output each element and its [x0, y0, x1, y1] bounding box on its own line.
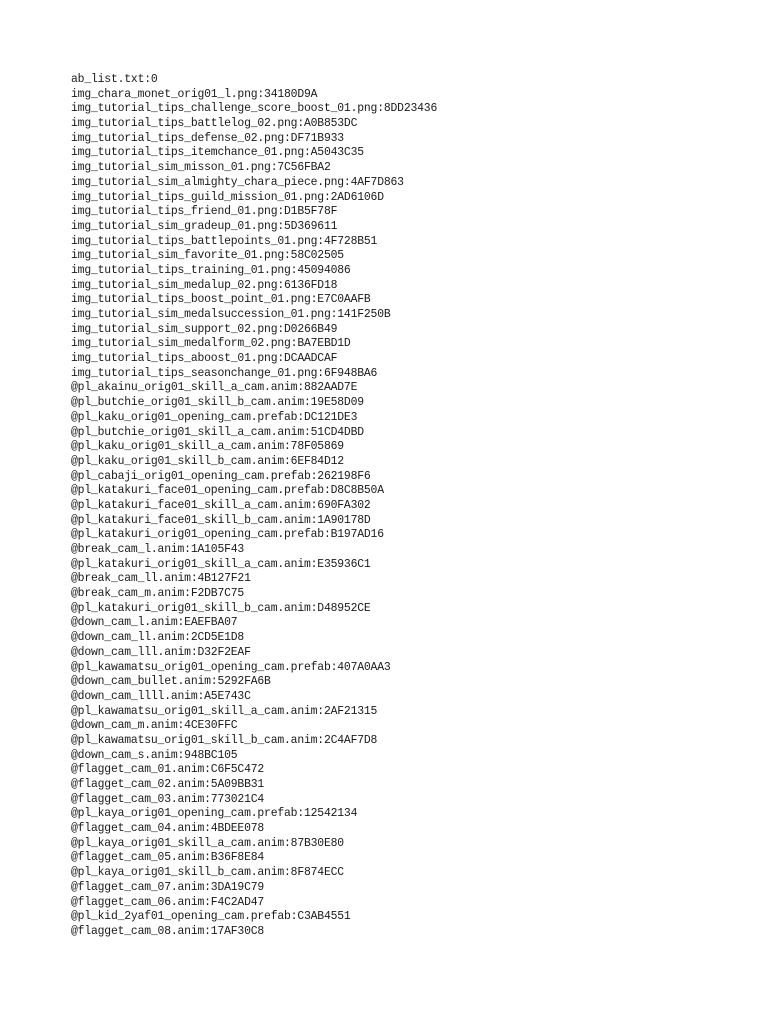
text-line: @flagget_cam_02.anim:5A09BB31 — [71, 777, 265, 791]
text-line: @down_cam_bullet.anim:5292FA6B — [71, 674, 271, 689]
text-line: @pl_cabaji_orig01_opening_cam.prefab:262198F6 — [71, 468, 371, 483]
text-line: @flagget_cam_01.anim:C6F5C472 — [71, 762, 265, 777]
text-line: img_tutorial_sim_almighty_chara_piece.png:4AF7D863 — [71, 174, 404, 189]
text-line: @pl_kaya_orig01_opening_cam.prefab:12542134 — [71, 806, 358, 821]
text-line: @pl_katakuri_face01_opening_cam.prefab:D8C8B50A — [71, 483, 384, 498]
text-line: @pl_kaya_orig01_skill_b_cam.anim:8F874ECC — [71, 865, 344, 880]
text-line: @pl_kaku_orig01_opening_cam.prefab:DC121DE3 — [71, 409, 358, 424]
text-line: @pl_katakuri_orig01_skill_a_cam.anim:E35936C1 — [71, 556, 371, 571]
text-line: img_tutorial_sim_medalform_02.png:BA7EBD1D — [71, 336, 351, 351]
text-line: img_tutorial_tips_guild_mission_01.png:2AD6106D — [71, 189, 384, 204]
text-line: @pl_akainu_orig01_skill_a_cam.anim:882AAD7E — [71, 380, 358, 395]
text-line: @break_cam_l.anim:1A105F43 — [71, 542, 245, 556]
text-line: img_tutorial_tips_itemchance_01.png:A5043C35 — [71, 145, 364, 160]
text-line: @pl_katakuri_face01_skill_b_cam.anim:1A90178D — [71, 512, 371, 527]
text-line: @pl_kaku_orig01_skill_b_cam.anim:6EF84D12 — [71, 453, 344, 468]
text-line: @flagget_cam_04.anim:4BDEE078 — [71, 821, 265, 836]
text-line: img_tutorial_tips_boost_point_01.png:E7C0AAFB — [71, 292, 371, 307]
text-line: @pl_butchie_orig01_skill_a_cam.anim:51CD4DBD — [71, 424, 364, 439]
text-line: @down_cam_ll.anim:2CD5E1D8 — [71, 630, 245, 645]
text-line: @pl_kawamatsu_orig01_skill_a_cam.anim:2AF21315 — [71, 703, 378, 718]
text-line: @down_cam_l.anim:EAEFBA07 — [71, 615, 238, 630]
text-line: img_tutorial_tips_training_01.png:45094086 — [71, 262, 351, 277]
text-line: @break_cam_m.anim:F2DB7C75 — [71, 586, 245, 601]
text-line: img_tutorial_tips_seasonchange_01.png:6F948BA6 — [71, 365, 378, 380]
text-line: img_tutorial_tips_challenge_score_boost_01.png:8DD23436 — [71, 101, 438, 116]
text-line: @pl_kid_2yaf01_opening_cam.prefab:C3AB4551 — [71, 909, 351, 924]
text-line: @down_cam_s.anim:948BC105 — [71, 747, 238, 762]
text-line: @down_cam_llll.anim:A5E743C — [71, 688, 251, 703]
text-line: img_tutorial_sim_support_02.png:D0266B49 — [71, 321, 338, 336]
text-line: img_tutorial_sim_misson_01.png:7C56FBA2 — [71, 160, 331, 175]
text-line: @pl_kaku_orig01_skill_a_cam.anim:78F05869 — [71, 439, 344, 454]
text-line: @flagget_cam_06.anim:F4C2AD47 — [71, 894, 265, 909]
text-line: img_tutorial_tips_defense_02.png:DF71B933 — [71, 130, 344, 145]
text-line: ab_list.txt:0 — [71, 72, 158, 86]
text-line: @flagget_cam_08.anim:17AF30C8 — [71, 923, 265, 938]
text-line: img_tutorial_tips_friend_01.png:D1B5F78F — [71, 204, 338, 219]
text-line: img_tutorial_sim_medalup_02.png:6136FD18 — [71, 277, 338, 292]
text-line: img_tutorial_tips_aboost_01.png:DCAADCAF — [71, 351, 338, 366]
text-line: img_tutorial_tips_battlelog_02.png:A0B853DC — [71, 116, 358, 131]
text-line: @pl_kawamatsu_orig01_opening_cam.prefab:407A0AA3 — [71, 659, 391, 674]
text-line: @flagget_cam_07.anim:3DA19C79 — [71, 879, 265, 894]
text-line: img_tutorial_sim_medalsuccession_01.png:141F250B — [71, 307, 391, 321]
text-line: @pl_katakuri_orig01_skill_b_cam.anim:D48952CE — [71, 600, 371, 615]
text-line: @down_cam_m.anim:4CE30FFC — [71, 718, 238, 733]
text-line: @down_cam_lll.anim:D32F2EAF — [71, 644, 251, 659]
text-line: @pl_katakuri_face01_skill_a_cam.anim:690FA302 — [71, 497, 371, 512]
text-line: @flagget_cam_03.anim:773021C4 — [71, 791, 265, 806]
text-line: @flagget_cam_05.anim:B36F8E84 — [71, 850, 265, 865]
text-line: @break_cam_ll.anim:4B127F21 — [71, 571, 251, 586]
text-line: @pl_kaya_orig01_skill_a_cam.anim:87B30E80 — [71, 835, 344, 850]
text-line: img_tutorial_sim_favorite_01.png:58C02505 — [71, 248, 344, 263]
text-line: @pl_katakuri_orig01_opening_cam.prefab:B197AD16 — [71, 527, 384, 542]
text-listing — [71, 72, 469, 939]
text-line: img_chara_monet_orig01_l.png:34180D9A — [71, 86, 318, 101]
text-line: @pl_kawamatsu_orig01_skill_b_cam.anim:2C4AF7D8 — [71, 732, 378, 747]
text-line: img_tutorial_sim_gradeup_01.png:5D369611 — [71, 218, 338, 233]
text-line: @pl_butchie_orig01_skill_b_cam.anim:19E58D09 — [71, 395, 364, 410]
text-line: img_tutorial_tips_battlepoints_01.png:4F728B51 — [71, 233, 378, 248]
